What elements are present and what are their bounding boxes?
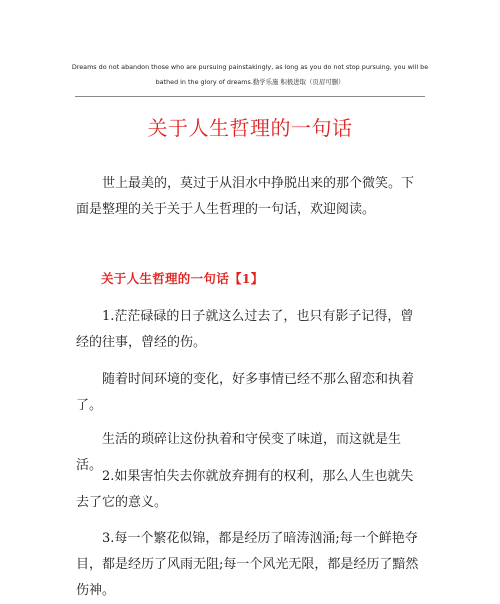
header-note-line-2: bathed in the glory of dreams.勤学乐施 积极进取（页眉可删）: [155, 78, 345, 86]
document-title: 关于人生哲理的一句话: [147, 116, 353, 140]
intro-paragraph: 世上最美的，莫过于从泪水中挣脱出来的那个微笑。下面是整理的关于关于人生哲理的一句话，欢迎阅读。: [76, 176, 415, 217]
header-note-line-1: Dreams do not abandon those who are pursuing painstakingly, as long as you do not stop pursuing, you will be: [71, 63, 429, 71]
header-divider: [75, 96, 425, 97]
page-header-note: [70, 60, 430, 90]
paragraph-4: 2.如果害怕失去你就放弃拥有的权利，那么人生也就失去了它的意义。: [76, 469, 414, 510]
paragraph-2: 随着时间环境的变化，好多事情已经不那么留恋和执着了。: [76, 372, 415, 413]
paragraph-3: 生活的琐碎让这份执着和守侯变了味道，而这就是生活。: [76, 432, 402, 473]
section-heading: 关于人生哲理的一句话【1】: [101, 271, 264, 286]
paragraph-5: 3.每一个繁花似锦，都是经历了暗涛汹涌;每一个鲜艳夺目，都是经历了风雨无阻;每一个风光无限，都是经历了黯然伤神。: [76, 531, 419, 598]
paragraph-1: 1.茫茫碌碌的日子就这么过去了，也只有影子记得，曾经的往事，曾经的伤。: [76, 309, 414, 350]
